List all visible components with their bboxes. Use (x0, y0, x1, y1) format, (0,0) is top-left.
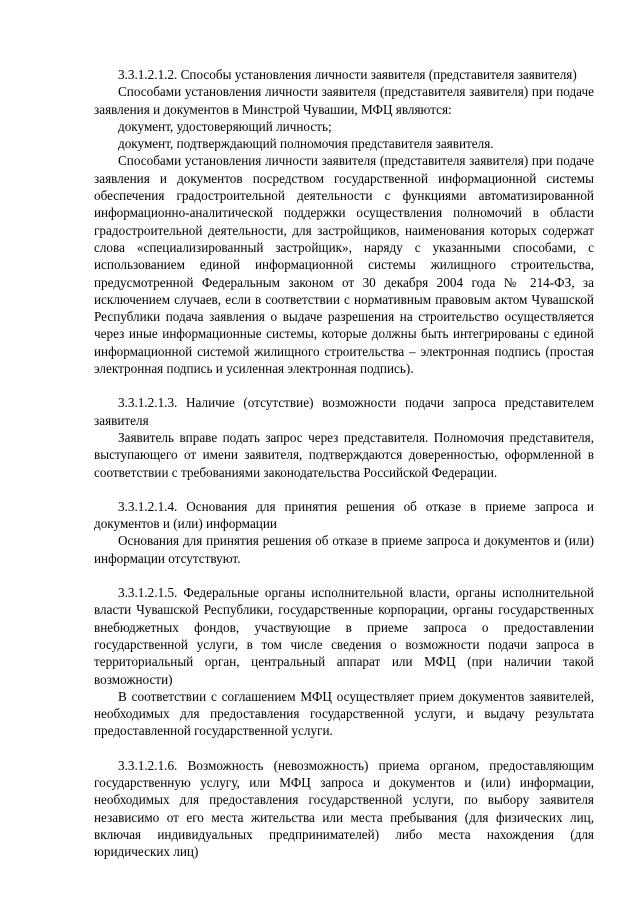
section-3-3-1-2-1-6 (94, 757, 594, 861)
section-3-3-1-2-1-2 (94, 66, 594, 377)
paragraph: Основания для принятия решения об отказе в приеме запроса и документов и (или) информации отсутствуют. (94, 533, 594, 566)
section-heading: 3.3.1.2.1.4. Основания для принятия решения об отказе в приеме запроса и документов и (или) информации (94, 498, 594, 532)
section-3-3-1-2-1-5 (94, 584, 594, 740)
section-spacer (94, 377, 594, 394)
section-heading: 3.3.1.2.1.6. Возможность (невозможность) приема органом, предоставляющим государственную услугу, или МФЦ запроса и документов и (или) информации, необходимых для предоставления государственной услуги, по выбору заявителя независимо от его места жительства или места пребывания (для физических лиц, включая индивидуальных предпринимателей) либо места нахождения (для юридических лиц) (94, 757, 594, 860)
section-heading: 3.3.1.2.1.3. Наличие (отсутствие) возможности подачи запроса представителем заявителя (94, 395, 594, 428)
section-spacer (94, 481, 594, 498)
section-spacer (94, 567, 594, 584)
paragraph: Заявитель вправе подать запрос через представителя. Полномочия представителя, выступающего от имени заявителя, подтверждаются доверенностью, оформленной в соответствии с требованиями законодательства Российской Федерации. (94, 429, 594, 480)
list-item: документ, удостоверяющий личность; (118, 118, 332, 134)
document-page (94, 66, 594, 860)
section-3-3-1-2-1-3 (94, 394, 594, 480)
section-heading: 3.3.1.2.1.2. Способы установления личности заявителя (представителя заявителя) (118, 67, 577, 82)
section-3-3-1-2-1-4 (94, 498, 594, 567)
list-item: документ, подтверждающий полномочия представителя заявителя. (118, 136, 494, 152)
paragraph: Способами установления личности заявителя (представителя заявителя) при подаче заявления и документов в Минстрой Чувашии, МФЦ являются: (94, 84, 594, 117)
paragraph: В соответствии с соглашением МФЦ осуществляет прием документов заявителей, необходимых для предоставления государственной услуги, и выдачу результата предоставленной государственной услуги. (94, 688, 594, 739)
section-heading: 3.3.1.2.1.5. Федеральные органы исполнительной власти, органы исполнительной власти Чувашской Республики, государственные корпорации, органы государственных внебюджетных фондов, участвующие в приеме запроса о предоставлении государственной услуги, в том числе сведения о возможности подачи запроса в территориальный орган, центральный аппарат или МФЦ (при наличии такой возможности) (94, 585, 594, 687)
section-spacer (94, 740, 594, 757)
paragraph: Способами установления личности заявителя (представителя заявителя) при подаче заявления и документов посредством государственной информационной системы обеспечения градостроительной деятельности с функциями автоматизированной информационно-аналитической поддержки осуществления полномочий в области градостроительной деятельности, для застройщиков, наименования которых содержат слова «специализированный застройщик», наряду с указанными способами, с использованием единой информационной системы жилищного строительства, предусмотренной Федеральным законом от 30 декабря 2004 года № 214-ФЗ, за исключением случаев, если в соответствии с нормативным правовым актом Чувашской Республики подача заявления о выдаче разрешения на строительство осуществляется через иные информационные системы, которые должны быть интегрированы с единой информационной системой жилищного строительства – электронная подпись (простая электронная подпись и усиленная электронная подпись). (94, 153, 594, 377)
